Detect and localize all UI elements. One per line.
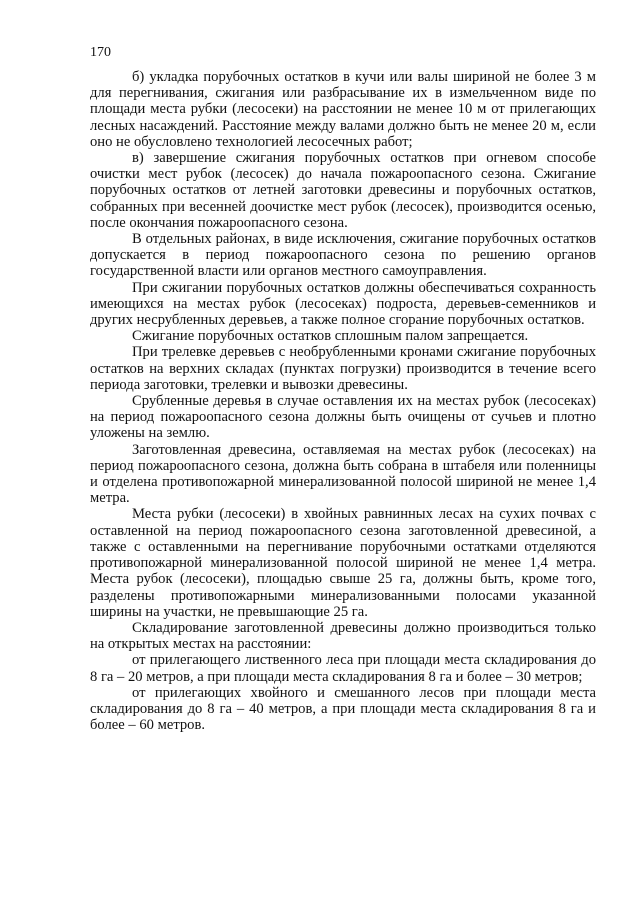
paragraph: Заготовленная древесина, оставляемая на местах рубок (лесосеках) на период пожароопасного сезона, должна быть собрана в штабеля или поленницы и отделена противопожарной минерализованной полосой шириной не менее 1,4 метра.	[90, 441, 596, 507]
paragraph: Срубленные деревья в случае оставления их на местах рубок (лесосеках) на период пожароопасного сезона должны быть очищены от сучьев и плотно уложены на землю.	[90, 393, 596, 442]
paragraph: Складирование заготовленной древесины должно производиться только на открытых местах на расстоянии:	[90, 619, 596, 653]
paragraph: Сжигание порубочных остатков сплошным палом запрещается.	[132, 328, 529, 345]
page-number: 170	[90, 45, 111, 60]
paragraph: от прилегающего лиственного леса при площади места складирования до 8 га – 20 метров, а при площади места складирования 8 га и более – 30 метров;	[90, 652, 596, 685]
paragraph: При сжигании порубочных остатков должны обеспечиваться сохранность имеющихся на местах рубок (лесосеках) подроста, деревьев-семенников и других несрубленных деревьев, а также полное сгорание порубочных остатков.	[90, 279, 596, 329]
paragraph: Места рубки (лесосеки) в хвойных равнинных лесах на сухих почвах с оставленной на период пожароопасного сезона заготовленной древесиной, а также с оставленными на перегнивание порубочными остатками отделяются противопожарной минерализованной полосой шириной не менее 1,4 метра. Места рубок (лесосеки), площадью свыше 25 га, должны быть, кроме того, разделены противопожарными минерализованными полосами указанной ширины на участки, не превышающие 25 га.	[90, 506, 596, 620]
paragraph: в) завершение сжигания порубочных остатков при огневом способе очистки мест рубок (лесосек) до начала пожароопасного сезона. Сжигание порубочных остатков от летней заготовки древесины и порубочных остатков, собранных при весенней доочистке мест рубок (лесосек), производится осенью, после окончания пожароопасного сезона.	[90, 150, 596, 231]
paragraph: от прилегающих хвойного и смешанного лесов при площади места складирования до 8 га – 40 метров, а при площади места складирования 8 га и более – 60 метров.	[90, 684, 596, 734]
paragraph: б) укладка порубочных остатков в кучи или валы шириной не более 3 м для перегнивания, сжигания или разбрасывание их в измельченном виде по площади места рубки (лесосеки) на расстоянии не менее 10 м от прилегающих лесных насаждений. Расстояние между валами должно быть не менее 20 м, если оно не обусловлено технологией лесосечных работ;	[90, 69, 596, 150]
paragraph: В отдельных районах, в виде исключения, сжигание порубочных остатков допускается в период пожароопасного сезона по решению органов государственной власти или органов местного самоуправления.	[90, 231, 596, 280]
document-body	[90, 69, 596, 733]
paragraph: При трелевке деревьев с необрубленными кронами сжигание порубочных остатков на верхних складах (пунктах погрузки) производится в течение всего периода заготовки, трелевки и вывозки древесины.	[90, 344, 596, 393]
